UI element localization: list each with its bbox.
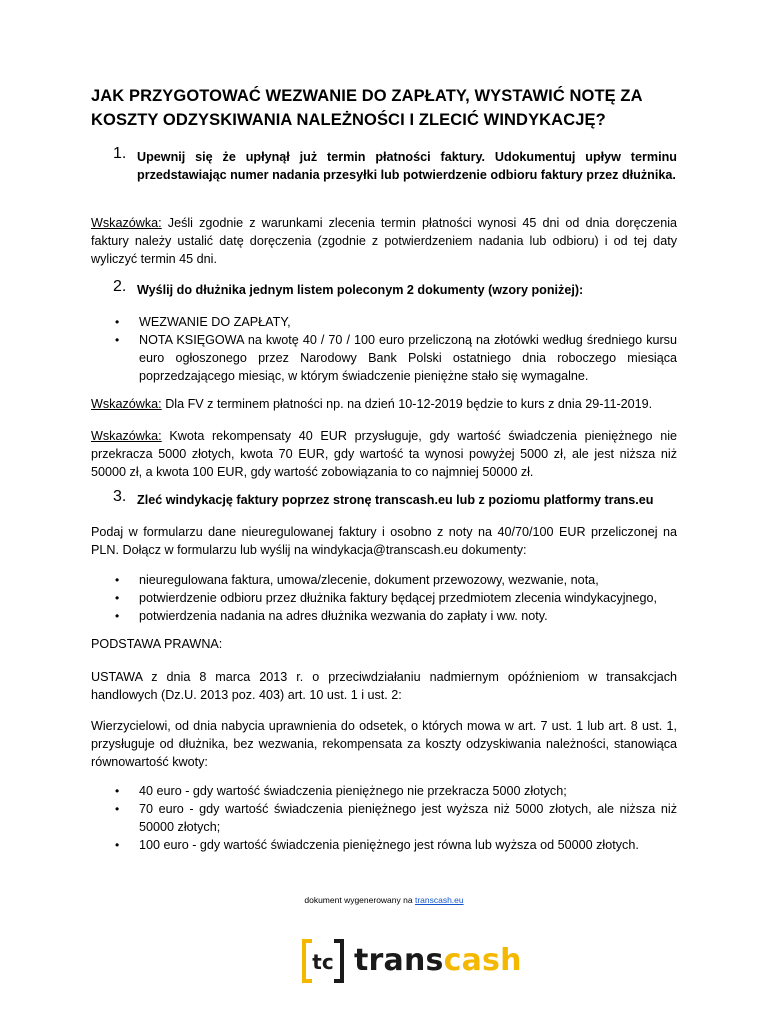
list-item: • nieuregulowana faktura, umowa/zlecenie, dokument przewozowy, wezwanie, nota, <box>113 571 677 589</box>
list-item: • NOTA KSIĘGOWA na kwotę 40 / 70 / 100 euro przeliczoną na złotówki według średniego kursu euro ogłoszonego przez Narodowy Bank Polski ostatniego dnia roboczego miesiąca poprzedzającego miesiąc, w którym świadczenie pieniężne stało się wymagalne. <box>113 331 677 385</box>
step-2 <box>113 278 677 299</box>
step-text: Zleć windykację faktury poprzez stronę transcash.eu lub z poziomu platformy trans.eu <box>137 493 654 507</box>
page-title: JAK PRZYGOTOWAĆ WEZWANIE DO ZAPŁATY, WYSTAWIĆ NOTĘ ZA KOSZTY ODZYSKIWANIA NALEŻNOŚCI I ZLECIĆ WINDYKACJĘ? <box>91 87 643 129</box>
hint-label: Wskazówka: <box>91 397 162 411</box>
list-item: • WEZWANIE DO ZAPŁATY, <box>113 313 677 331</box>
tc-logo-icon <box>300 938 346 984</box>
attachments-list <box>113 571 677 625</box>
list-item: • potwierdzenie odbioru przez dłużnika faktury będącej przedmiotem zlecenia windykacyjnego, <box>113 589 677 607</box>
step-number: 1. <box>113 145 127 162</box>
step-3 <box>113 488 677 509</box>
footer-prefix: dokument wygenerowany na <box>304 895 415 905</box>
list-item: • potwierdzenia nadania na adres dłużnika wezwania do zapłaty i ww. noty. <box>113 607 677 625</box>
hint-paragraph-1 <box>91 214 677 268</box>
list-item: • 70 euro - gdy wartość świadczenia pieniężnego jest wyższa niż 5000 złotych, ale niższa niż 50000 złotych; <box>113 800 677 836</box>
hint-text: Dla FV z terminem płatności np. na dzień 10-12-2019 będzie to kurs z dnia 29-11-2019. <box>165 397 653 411</box>
step-number: 2. <box>113 278 127 295</box>
footer-link[interactable]: transcash.eu <box>414 895 464 905</box>
form-paragraph: Podaj w formularzu dane nieuregulowanej faktury i osobno z noty na 40/70/100 EUR przeliczonej na PLN. Dołącz w formularzu lub wyślij na windykacja@transcash.eu dokumenty: <box>91 525 677 557</box>
hint-label: Wskazówka: <box>91 429 162 443</box>
hint-paragraph-3 <box>91 427 677 481</box>
hint-text: Kwota rekompensaty 40 EUR przysługuje, gdy wartość świadczenia pieniężnego nie przekracza 5000 złotych, kwota 70 EUR, gdy wartość ta wynosi powyżej 5000 zł, ale jest niższa niż 50000 zł, a kwota 100 EUR, gdy wartość zobowiązania to co najmniej 50000 zł. <box>91 429 677 479</box>
hint-label: Wskazówka: <box>91 216 162 230</box>
step-number: 3. <box>113 488 127 505</box>
step-1 <box>113 145 677 184</box>
amounts-list <box>113 782 677 854</box>
legal-heading: PODSTAWA PRAWNA: <box>91 637 223 651</box>
footer-note <box>0 894 768 906</box>
logo-mark-text: tc <box>312 950 334 974</box>
transcash-logo <box>300 938 522 984</box>
legal-text: Wierzycielowi, od dnia nabycia uprawnienia do odsetek, o których mowa w art. 7 ust. 1 lub art. 8 ust. 1, przysługuje od dłużnika, bez wezwania, rekompensata za koszty odzyskiwania należności, stanowiąca równowartość kwoty: <box>91 719 677 769</box>
step-text: Upewnij się że upłynął już termin płatności faktury. Udokumentuj upływ terminu przedstawiając numer nadania przesyłki lub potwierdzenie odbioru faktury przez dłużnika. <box>137 150 677 182</box>
list-item: • 100 euro - gdy wartość świadczenia pieniężnego jest równa lub wyższa od 50000 złotych. <box>113 836 677 854</box>
step-text: Wyślij do dłużnika jednym listem poleconym 2 dokumenty (wzory poniżej): <box>137 283 584 297</box>
hint-paragraph-2 <box>91 395 677 413</box>
logo-wordmark <box>354 942 522 980</box>
hint-text: Jeśli zgodnie z warunkami zlecenia termin płatności wynosi 45 dni od dnia doręczenia faktury należy ustalić datę doręczenia (zgodnie z potwierdzeniem nadania lub odbioru) i od tej daty wyliczyć termin 45 dni. <box>91 216 677 266</box>
documents-list <box>113 313 677 385</box>
list-item: • 40 euro - gdy wartość świadczenia pieniężnego nie przekracza 5000 złotych; <box>113 782 677 800</box>
logo-word-dark: trans <box>354 943 444 978</box>
logo-word-accent: cash <box>443 943 522 978</box>
legal-act: USTAWA z dnia 8 marca 2013 r. o przeciwdziałaniu nadmiernym opóźnieniom w transakcjach handlowych (Dz.U. 2013 poz. 403) art. 10 ust. 1 i ust. 2: <box>91 670 677 702</box>
